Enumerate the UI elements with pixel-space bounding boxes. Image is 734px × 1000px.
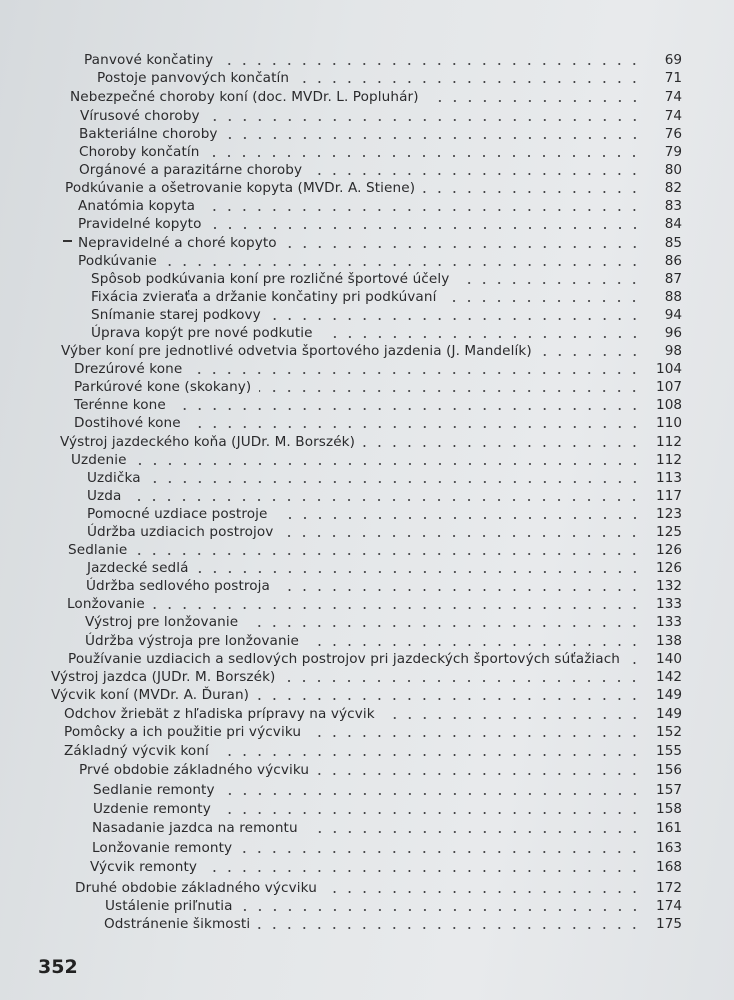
toc-entry bbox=[91, 269, 682, 287]
toc-entry-title: Pravidelné kopyto bbox=[78, 216, 202, 232]
toc-entry-page: 110 bbox=[656, 415, 682, 431]
toc-entry-title: Výstroj jazdca (JUDr. M. Borszék) bbox=[51, 669, 276, 685]
toc-entry-page: 112 bbox=[656, 452, 682, 468]
dot-leader bbox=[310, 173, 642, 175]
toc-entry bbox=[92, 838, 682, 856]
toc-entry bbox=[84, 50, 682, 68]
dot-leader bbox=[210, 227, 643, 229]
toc-entry-page: 175 bbox=[656, 916, 682, 932]
dot-leader bbox=[221, 63, 642, 65]
toc-entry-title: Výstroj jazdeckého koňa (JUDr. M. Borszék) bbox=[60, 434, 356, 450]
toc-entry bbox=[70, 87, 682, 105]
toc-entry bbox=[87, 504, 682, 522]
toc-entry-title: Spôsob podkúvania koní pre rozličné športové účely bbox=[91, 271, 450, 287]
dot-leader bbox=[241, 909, 642, 911]
toc-entry-title: Údržba uzdiacich postrojov bbox=[87, 524, 274, 540]
toc-entry-title: Uzda bbox=[87, 488, 122, 504]
toc-entry-title: Odstránenie šikmosti bbox=[104, 916, 251, 932]
toc-entry-title: Uzdenie bbox=[71, 452, 127, 468]
dot-leader bbox=[307, 644, 642, 646]
toc-entry-title: Výstroj pre lonžovanie bbox=[85, 614, 239, 630]
toc-entry bbox=[87, 486, 682, 504]
toc-entry-page: 126 bbox=[656, 560, 682, 576]
toc-entry-title: Odchov žriebät z hľadiska prípravy na výcvik bbox=[64, 706, 375, 722]
toc-entry-page: 86 bbox=[664, 253, 682, 269]
dot-leader bbox=[325, 891, 642, 893]
toc-entry bbox=[74, 395, 682, 413]
dot-leader bbox=[297, 81, 642, 83]
toc-entry-page: 87 bbox=[664, 271, 682, 287]
toc-entry-page: 140 bbox=[656, 651, 682, 667]
toc-entry-page: 138 bbox=[656, 633, 682, 649]
toc-entry-page: 163 bbox=[656, 840, 682, 856]
toc-entry bbox=[68, 649, 682, 667]
dot-leader bbox=[257, 698, 642, 700]
toc-entry-page: 80 bbox=[664, 162, 682, 178]
toc-entry-title: Výber koní pre jednotlivé odvetvia športového jazdenia (J. Mandelík) bbox=[61, 343, 532, 359]
toc-entry-page: 98 bbox=[664, 343, 682, 359]
dot-leader bbox=[153, 607, 642, 609]
toc-entry-title: Používanie uzdiacich a sedlových postrojov pri jazdeckých športových súťažiach bbox=[68, 651, 621, 667]
dot-leader bbox=[246, 625, 642, 627]
toc-entry-title: Lonžovanie remonty bbox=[92, 840, 233, 856]
toc-entry-title: Podkúvanie a ošetrovanie kopyta (MVDr. A. Stiene) bbox=[65, 180, 416, 196]
dot-leader bbox=[363, 445, 642, 447]
dot-leader bbox=[276, 517, 642, 519]
toc-entry bbox=[74, 359, 682, 377]
dot-leader bbox=[223, 793, 642, 795]
toc-entry-title: Terénne kone bbox=[74, 397, 166, 413]
toc-entry bbox=[79, 124, 682, 142]
dot-leader bbox=[306, 831, 642, 833]
dot-leader bbox=[427, 100, 642, 102]
toc-entry bbox=[87, 468, 682, 486]
dot-leader bbox=[197, 571, 642, 573]
toc-entry-page: 161 bbox=[656, 820, 682, 836]
toc-entry-page: 142 bbox=[656, 669, 682, 685]
toc-entry-page: 123 bbox=[656, 506, 682, 522]
toc-entry bbox=[105, 896, 682, 914]
toc-entry-title: Fixácia zvieraťa a držanie končatiny pri podkúvaní bbox=[91, 289, 437, 305]
toc-entry-title: Bakteriálne choroby bbox=[79, 126, 218, 142]
toc-entry bbox=[65, 178, 682, 196]
toc-entry bbox=[74, 413, 682, 431]
toc-entry-title: Choroby končatín bbox=[79, 144, 200, 160]
dot-leader bbox=[259, 390, 642, 392]
toc-entry bbox=[93, 799, 682, 817]
toc-entry bbox=[78, 251, 682, 269]
toc-entry bbox=[67, 594, 682, 612]
toc-entry-page: 117 bbox=[656, 488, 682, 504]
toc-entry-title: Panvové končatiny bbox=[84, 52, 214, 68]
toc-entry bbox=[104, 914, 682, 932]
toc-entry-page: 113 bbox=[656, 470, 682, 486]
toc-entry-title: Orgánové a parazitárne choroby bbox=[79, 162, 303, 178]
dot-leader bbox=[540, 354, 642, 356]
toc-entry bbox=[92, 818, 682, 836]
toc-entry bbox=[79, 142, 682, 160]
toc-entry bbox=[97, 68, 682, 86]
toc-entry-title: Úprava kopýt pre nové podkutie bbox=[91, 325, 313, 341]
dot-leader bbox=[174, 408, 642, 410]
toc-entry-page: 79 bbox=[664, 144, 682, 160]
toc-entry-page: 168 bbox=[656, 859, 682, 875]
toc-entry bbox=[80, 106, 682, 124]
toc-entry-page: 133 bbox=[656, 614, 682, 630]
toc-entry bbox=[93, 780, 682, 798]
dot-leader bbox=[383, 717, 642, 719]
dot-leader bbox=[208, 119, 642, 121]
toc-entry-title: Uzdenie remonty bbox=[93, 801, 211, 817]
toc-entry bbox=[68, 540, 682, 558]
dot-leader bbox=[269, 318, 642, 320]
toc-entry bbox=[78, 233, 682, 251]
toc-entry-title: Druhé obdobie základného výcviku bbox=[75, 880, 317, 896]
toc-entry bbox=[75, 878, 682, 896]
toc-entry-title: Nebezpečné choroby koní (doc. MVDr. L. Popluhár) bbox=[70, 89, 419, 105]
toc-entry-page: 96 bbox=[664, 325, 682, 341]
toc-entry-title: Dostihové kone bbox=[74, 415, 181, 431]
toc-entry-page: 125 bbox=[656, 524, 682, 540]
toc-entry bbox=[86, 576, 682, 594]
toc-entry-title: Snímanie starej podkovy bbox=[91, 307, 261, 323]
toc-entry-page: 152 bbox=[656, 724, 682, 740]
toc-entry-page: 83 bbox=[664, 198, 682, 214]
dot-leader bbox=[149, 481, 642, 483]
dot-leader bbox=[457, 282, 642, 284]
toc-entry-page: 126 bbox=[656, 542, 682, 558]
toc-entry-page: 94 bbox=[664, 307, 682, 323]
toc-entry-title: Jazdecké sedlá bbox=[87, 560, 189, 576]
toc-entry bbox=[64, 741, 682, 759]
stray-dash-mark bbox=[63, 240, 72, 242]
toc-entry bbox=[60, 432, 682, 450]
dot-leader bbox=[240, 851, 642, 853]
dot-leader bbox=[628, 662, 642, 664]
dot-leader bbox=[423, 191, 642, 193]
toc-entry bbox=[64, 704, 682, 722]
toc-entry-title: Nepravidelné a choré kopyto bbox=[78, 235, 277, 251]
toc-entry bbox=[87, 522, 682, 540]
dot-leader bbox=[205, 870, 642, 872]
dot-leader bbox=[190, 372, 642, 374]
toc-entry-page: 76 bbox=[664, 126, 682, 142]
dot-leader bbox=[281, 535, 642, 537]
toc-entry-page: 71 bbox=[664, 70, 682, 86]
toc-entry-title: Výcvik remonty bbox=[90, 859, 198, 875]
toc-entry-title: Výcvik koní (MVDr. A. Ďuran) bbox=[51, 687, 250, 703]
dot-leader bbox=[203, 209, 642, 211]
toc-entry-page: 157 bbox=[656, 782, 682, 798]
dot-leader bbox=[165, 264, 642, 266]
dot-leader bbox=[278, 589, 642, 591]
toc-entry-page: 69 bbox=[664, 52, 682, 68]
dot-leader bbox=[189, 426, 642, 428]
toc-entry-title: Parkúrové kone (skokany) bbox=[74, 379, 252, 395]
toc-entry-page: 172 bbox=[656, 880, 682, 896]
dot-leader bbox=[129, 499, 642, 501]
dot-leader bbox=[309, 735, 642, 737]
toc-entry-title: Vírusové choroby bbox=[80, 108, 200, 124]
toc-entry-title: Nasadanie jazdca na remontu bbox=[92, 820, 298, 836]
dot-leader bbox=[219, 812, 642, 814]
dot-leader bbox=[135, 463, 642, 465]
toc-entry-page: 74 bbox=[664, 108, 682, 124]
toc-entry-page: 107 bbox=[656, 379, 682, 395]
toc-entry bbox=[79, 760, 682, 778]
toc-entry bbox=[87, 558, 682, 576]
dot-leader bbox=[135, 553, 642, 555]
toc-entry-title: Základný výcvik koní bbox=[64, 743, 209, 759]
toc-entry bbox=[78, 214, 682, 232]
toc-entry bbox=[64, 722, 682, 740]
dot-leader bbox=[321, 336, 642, 338]
page-number: 352 bbox=[38, 956, 78, 978]
toc-entry-page: 104 bbox=[656, 361, 682, 377]
toc-entry bbox=[85, 631, 682, 649]
dot-leader bbox=[226, 137, 642, 139]
toc-entry-title: Podkúvanie bbox=[78, 253, 157, 269]
toc-entry-title: Pomocné uzdiace postroje bbox=[87, 506, 268, 522]
toc-entry-title: Drezúrové kone bbox=[74, 361, 183, 377]
dot-leader bbox=[217, 754, 642, 756]
toc-entry-page: 84 bbox=[664, 216, 682, 232]
toc-entry bbox=[51, 667, 682, 685]
toc-entry-page: 74 bbox=[664, 89, 682, 105]
dot-leader bbox=[285, 246, 642, 248]
dot-leader bbox=[283, 680, 642, 682]
dot-leader bbox=[317, 773, 642, 775]
toc-entry-page: 112 bbox=[656, 434, 682, 450]
toc-entry bbox=[71, 450, 682, 468]
toc-entry-title: Postoje panvových končatín bbox=[97, 70, 290, 86]
toc-entry-page: 133 bbox=[656, 596, 682, 612]
toc-entry bbox=[91, 305, 682, 323]
toc-entry-title: Pomôcky a ich použitie pri výcviku bbox=[64, 724, 302, 740]
toc-entry-page: 85 bbox=[664, 235, 682, 251]
toc-entry-title: Ustálenie priľnutia bbox=[105, 898, 233, 914]
toc-entry-page: 82 bbox=[664, 180, 682, 196]
toc-entry bbox=[51, 685, 682, 703]
toc-entry-title: Údržba výstroja pre lonžovanie bbox=[85, 633, 300, 649]
toc-entry-title: Lonžovanie bbox=[67, 596, 145, 612]
toc-entry bbox=[74, 377, 682, 395]
toc-entry-page: 88 bbox=[664, 289, 682, 305]
dot-leader bbox=[444, 300, 642, 302]
toc-entry-title: Sedlanie remonty bbox=[93, 782, 215, 798]
toc-entry bbox=[79, 160, 682, 178]
toc-entry bbox=[85, 612, 682, 630]
toc-entry-title: Uzdička bbox=[87, 470, 141, 486]
toc-entry-page: 108 bbox=[656, 397, 682, 413]
toc-entry-page: 132 bbox=[656, 578, 682, 594]
toc-entry bbox=[61, 341, 682, 359]
toc-entry bbox=[91, 287, 682, 305]
dot-leader bbox=[258, 927, 642, 929]
toc-entry bbox=[90, 857, 682, 875]
toc-entry-title: Údržba sedlového postroja bbox=[86, 578, 270, 594]
toc-entry bbox=[78, 196, 682, 214]
toc-entry-title: Sedlanie bbox=[68, 542, 128, 558]
toc-entry-page: 149 bbox=[656, 706, 682, 722]
toc-entry-title: Anatómia kopyta bbox=[78, 198, 196, 214]
toc-entry-page: 155 bbox=[656, 743, 682, 759]
toc-entry-page: 156 bbox=[656, 762, 682, 778]
toc-entry-page: 149 bbox=[656, 687, 682, 703]
toc-entry-page: 174 bbox=[656, 898, 682, 914]
dot-leader bbox=[207, 155, 642, 157]
toc-entry-page: 158 bbox=[656, 801, 682, 817]
toc-entry bbox=[91, 323, 682, 341]
toc-entry-title: Prvé obdobie základného výcviku bbox=[79, 762, 310, 778]
